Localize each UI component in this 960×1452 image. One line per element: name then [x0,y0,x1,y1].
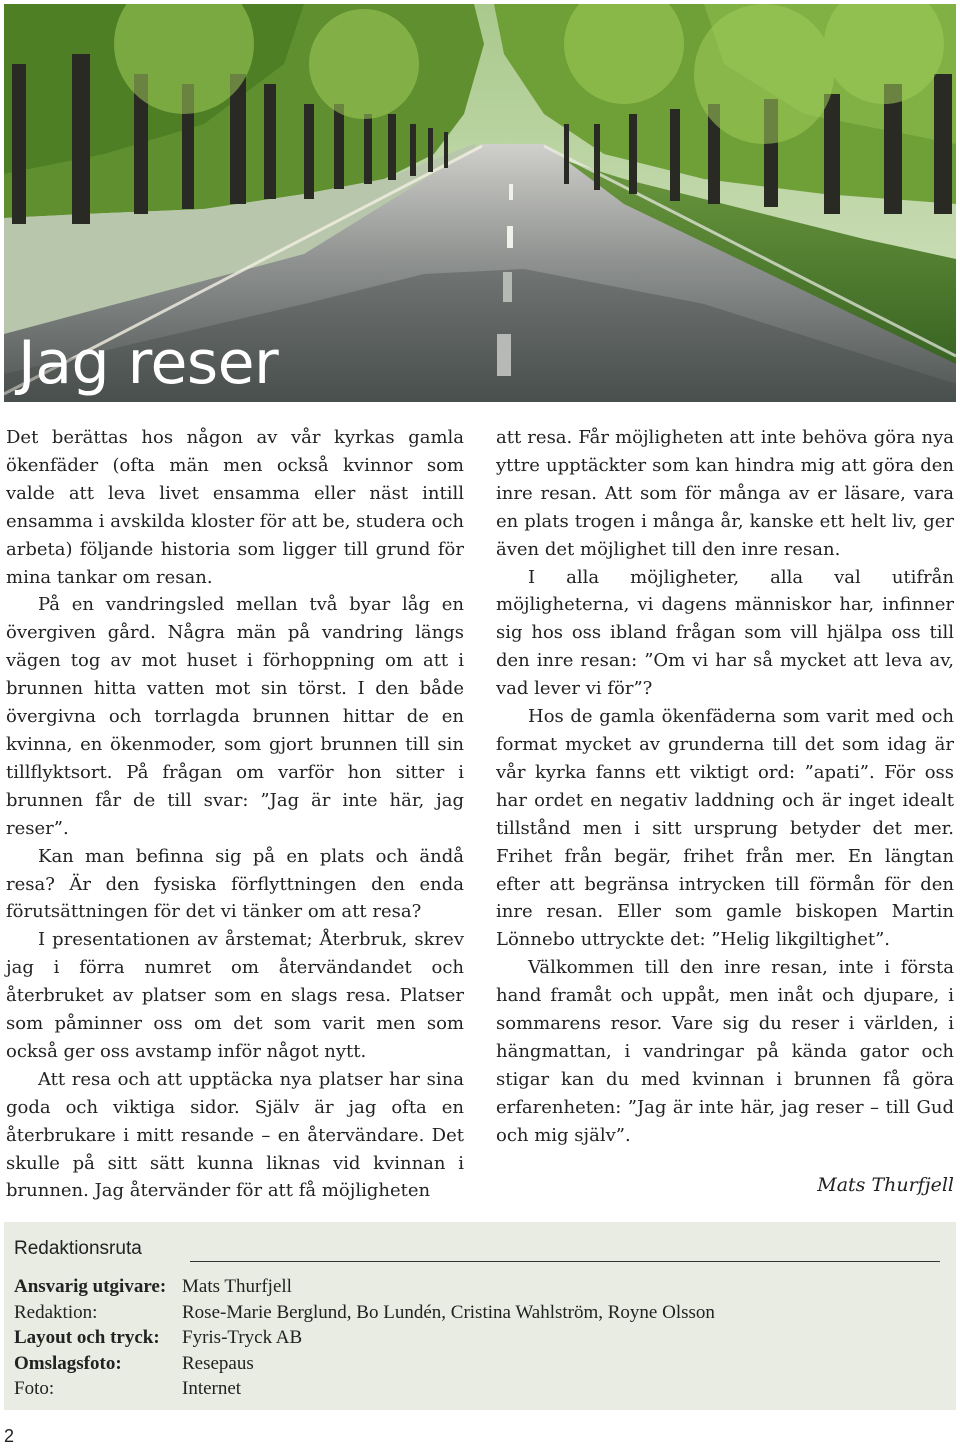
heading-rule [190,1261,940,1262]
page-number: 2 [4,1426,15,1446]
article-paragraph: Kan man befinna sig på en plats och ändå resa? Är den fysiska förflyttningen den enda förutsättningen för det vi tänker om att resa? [6,845,464,923]
credit-row [14,1376,715,1402]
credit-row [14,1325,715,1351]
article-paragraph: att resa. Får möjligheten att inte behöva göra nya yttre upptäckter som kan hindra mig att göra den inre resan. Att som för många av er läsare, vara en plats trogen i många år, kanske ett helt liv, ger även det möjlighet till den inre resan. [496,427,954,560]
credit-row [14,1300,715,1326]
credit-label: Ansvarig utgivare: [14,1276,167,1297]
author-signature: Mats Thurfjell [817,1174,954,1196]
credit-row [14,1274,715,1300]
credits-list [14,1274,715,1402]
article-paragraph: Det berättas hos någon av vår kyrkas gamla ökenfäder (ofta män men också kvinnor som valde att leva livet ensamma eller näst intill ensamma i avskilda kloster för att be, studera och arbeta) följande historia som ligger till grund för mina tankar om resan. [6,427,464,588]
article-paragraph: I presentationen av årstemat; Återbruk, skrev jag i förra numret om återvändandet och återbruket av platser som en slags resa. Platser som påminner oss om det som varit men som också ger oss avstamp inför något nytt. [6,929,464,1062]
credit-value: Fyris-Tryck AB [182,1327,303,1348]
credit-label: Redaktion: [14,1301,98,1323]
credits-box [4,1222,956,1410]
article-paragraph: I alla möjligheter, alla val utifrån möjligheterna, vi dagens människor har, infinner sig hos oss ibland frågan som vill hjälpa oss till den inre resan: ”Om vi har så mycket att leva av, vad lever vi för”? [496,566,954,700]
article-column-right [496,424,954,1150]
hero-image [4,4,956,402]
article-paragraph: Hos de gamla ökenfäderna som varit med och format mycket av grunderna till det som idag är vår kyrka fanns ett viktigt ord: ”apati”. För oss har ordet en negativ laddning och är inget idealt tillstånd men i sitt ursprung betyder det mer. Frihet från begär, frihet från mer. En längtan efter att begränsa intrycken till förmån för den inre resan. Eller som gamle biskopen Martin Lönnebo uttryckte det: ”Helig likgiltighet”. [496,706,954,951]
credit-label: Foto: [14,1378,55,1399]
article-paragraph: På en vandringsled mellan två byar låg en övergiven gård. Några män på vandring längs vägen tog av mot huset i förhoppning om att i brunnen hitta vatten mot sin törst. I den både övergivna och torrlagda brunnen hittar de en kvinna, en ökenmoder, som gjort brunnen till sin tillflyktsort. På frågan om varför hon sitter i brunnen får de till svar: ”Jag är inte här, jag reser”. [6,594,464,839]
credits-heading: Redaktionsruta [14,1238,142,1259]
credit-value: Internet [182,1378,242,1399]
article-paragraph: Att resa och att upptäcka nya platser har sina goda och viktiga sidor. Själv är jag ofta en återbrukare i mitt resande – en återvändare. Det skulle på sitt sätt kunna liknas vid kvinnan i brunnen. Jag återvänder för att få möjligheten [6,1068,464,1202]
credit-value: Rose-Marie Berglund, Bo Lundén, Cristina Wahlström, Royne Olsson [182,1301,715,1323]
credit-value: Resepaus [182,1352,254,1374]
credit-label: Omslagsfoto: [14,1352,122,1374]
page-title: Jag reser [18,328,279,398]
article-paragraph: Välkommen till den inre resan, inte i första hand framåt och uppåt, men inåt och djupare, i sommarens resor. Vare sig du reser i världen, i hängmattan, i vandringar på kända gator och stigar kan du med kvinnan i brunnen få göra erfarenheten: ”Jag är inte här, jag reser – till Gud och mig själv”. [496,957,954,1146]
credit-value: Mats Thurfjell [182,1276,292,1297]
credit-label: Layout och tryck: [14,1327,160,1348]
article-column-left [6,424,464,1205]
credit-row [14,1351,715,1377]
